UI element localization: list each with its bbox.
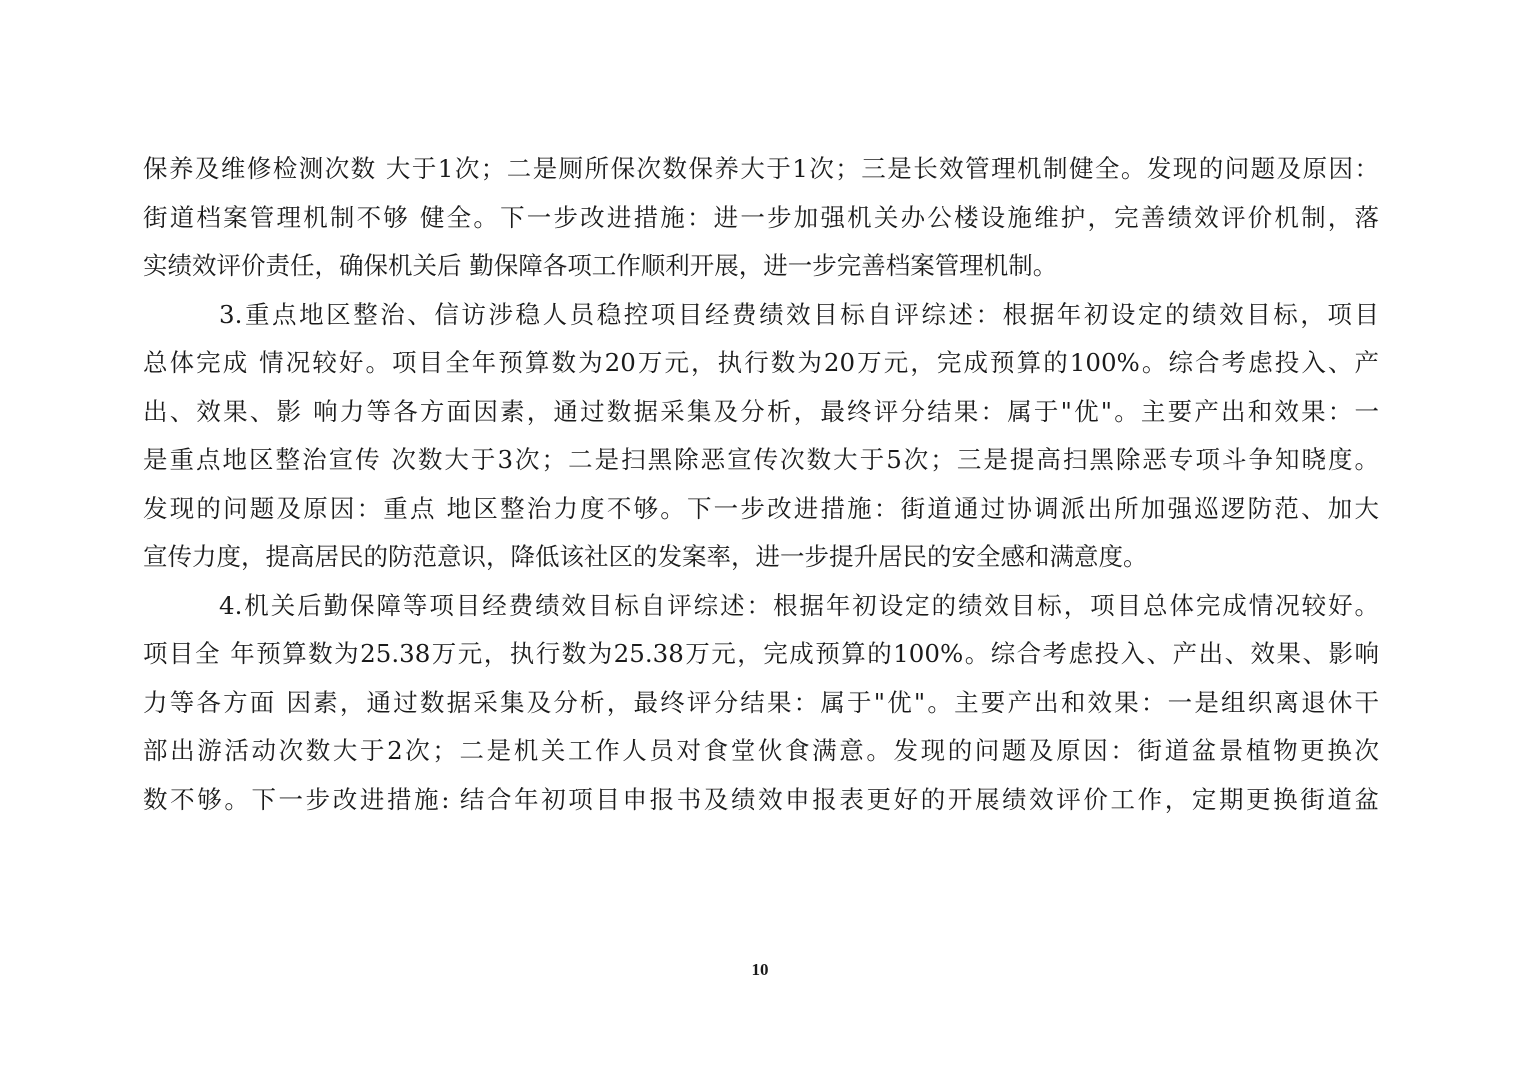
page-number: 10 xyxy=(751,960,769,979)
text-line: 保养及维修检测次数 大于1次；二是厕所保次数保养大于1次；三是长效管理机制健全。发现的问题及原因： xyxy=(143,154,1379,183)
text-line: 是重点地区整治宣传 次数大于3次；二是扫黑除恶宣传次数大于5次；三是提高扫黑除恶专项斗争知晓度。 xyxy=(143,445,1379,474)
text-line: 街道档案管理机制不够 健全。下一步改进措施：进一步加强机关办公楼设施维护，完善绩效评价机制，落 xyxy=(143,202,1379,232)
body-text xyxy=(143,145,1379,824)
paragraph-start-line: 4.机关后勤保障等项目经费绩效目标自评综述：根据年初设定的绩效目标，项目总体完成情况较好。 xyxy=(219,590,1379,620)
text-line: 部出游活动次数大于2次；二是机关工作人员对食堂伙食满意。发现的问题及原因：街道盆景植物更换次 xyxy=(143,736,1379,765)
text-line: 总体完成 情况较好。项目全年预算数为20万元，执行数为20万元，完成预算的100%。综合考虑投入、产 xyxy=(143,348,1379,377)
text-line: 力等各方面 因素，通过数据采集及分析，最终评分结果：属于"优"。主要产出和效果：一是组织离退休干 xyxy=(143,687,1379,717)
text-line: 实绩效评价责任，确保机关后 勤保障各项工作顺利开展，进一步完善档案管理机制。 xyxy=(143,251,1058,280)
text-line: 出、效果、影 响力等各方面因素，通过数据采集及分析，最终评分结果：属于"优"。主要产出和效果：一 xyxy=(143,396,1379,426)
text-line: 项目全 年预算数为25.38万元，执行数为25.38万元，完成预算的100%。综合考虑投入、产出、效果、影响 xyxy=(143,639,1379,668)
text-line: 数不够。下一步改进措施: 结合年初项目申报书及绩效申报表更好的开展绩效评价工作，定期更换街道盆 xyxy=(143,784,1379,814)
paragraph-start-line: 3.重点地区整治、信访涉稳人员稳控项目经费绩效目标自评综述：根据年初设定的绩效目标，项目 xyxy=(219,299,1379,329)
text-line: 宣传力度，提高居民的防范意识，降低该社区的发案率，进一步提升居民的安全感和满意度。 xyxy=(143,542,1148,571)
text-line: 发现的问题及原因：重点 地区整治力度不够。下一步改进措施：街道通过协调派出所加强巡逻防范、加大 xyxy=(143,493,1379,523)
